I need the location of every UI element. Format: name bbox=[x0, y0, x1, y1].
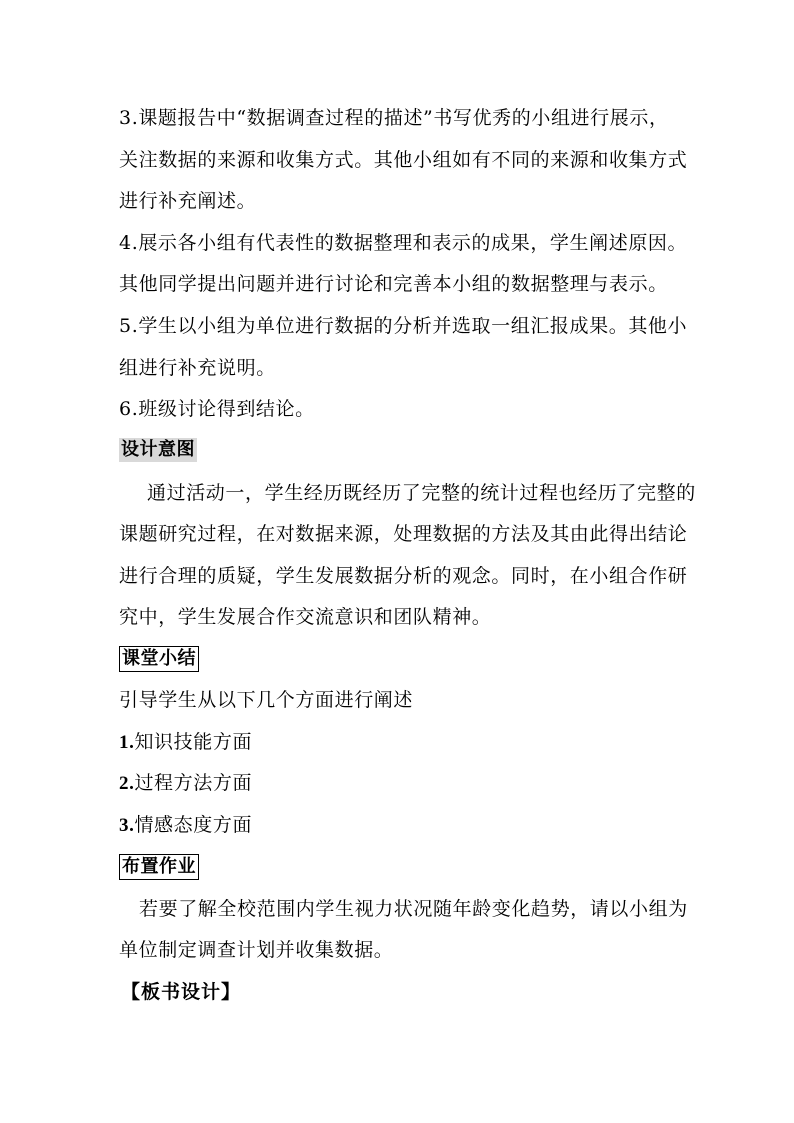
step4-line2: 其他同学提出问题并进行讨论和完善本小组的数据整理与表示。 bbox=[119, 273, 668, 295]
step5-line1: 5.学生以小组为单位进行数据的分析并选取一组汇报成果。其他小 bbox=[119, 315, 688, 337]
step3-line3: 进行补充阐述。 bbox=[119, 190, 257, 212]
summary-item-text: 过程方法方面 bbox=[134, 772, 253, 794]
summary-item bbox=[119, 730, 679, 755]
step3-line2: 关注数据的来源和收集方式。其他小组如有不同的来源和收集方式 bbox=[119, 149, 688, 171]
design-intent-line2: 课题研究过程，在对数据来源，处理数据的方法及其由此得出结论 bbox=[119, 523, 688, 545]
board-design-heading: 【板书设计】 bbox=[121, 981, 242, 1003]
homework-heading: 布置作业 bbox=[119, 854, 199, 880]
step3-line1: 3.课题报告中“数据调查过程的描述”书写优秀的小组进行展示， bbox=[119, 107, 669, 129]
design-intent-line3: 进行合理的质疑，学生发展数据分析的观念。同时，在小组合作研 bbox=[119, 565, 688, 587]
step6-line1: 6.班级讨论得到结论。 bbox=[119, 398, 315, 420]
design-intent-heading: 设计意图 bbox=[121, 439, 195, 460]
step5-line2: 组进行补充说明。 bbox=[119, 357, 276, 379]
homework-line2: 单位制定调查计划并收集数据。 bbox=[119, 939, 394, 961]
summary-item-number: 1. bbox=[119, 732, 135, 753]
design-intent-line1: 通过活动一，学生经历既经历了完整的统计过程也经历了完整的 bbox=[147, 482, 696, 504]
design-intent-line4: 究中，学生发展合作交流意识和团队精神。 bbox=[119, 606, 492, 628]
summary-heading: 课堂小结 bbox=[119, 646, 199, 672]
summary-intro: 引导学生从以下几个方面进行阐述 bbox=[119, 689, 414, 711]
summary-item bbox=[119, 771, 679, 796]
step4-line1: 4.展示各小组有代表性的数据整理和表示的成果，学生阐述原因。 bbox=[119, 232, 688, 254]
summary-item bbox=[119, 813, 679, 838]
summary-item-text: 情感态度方面 bbox=[134, 814, 253, 836]
summary-item-text: 知识技能方面 bbox=[134, 731, 253, 753]
homework-line1: 若要了解全校范围内学生视力状况随年龄变化趋势，请以小组为 bbox=[139, 898, 688, 920]
summary-item-number: 2. bbox=[119, 773, 135, 794]
summary-item-number: 3. bbox=[119, 815, 135, 836]
